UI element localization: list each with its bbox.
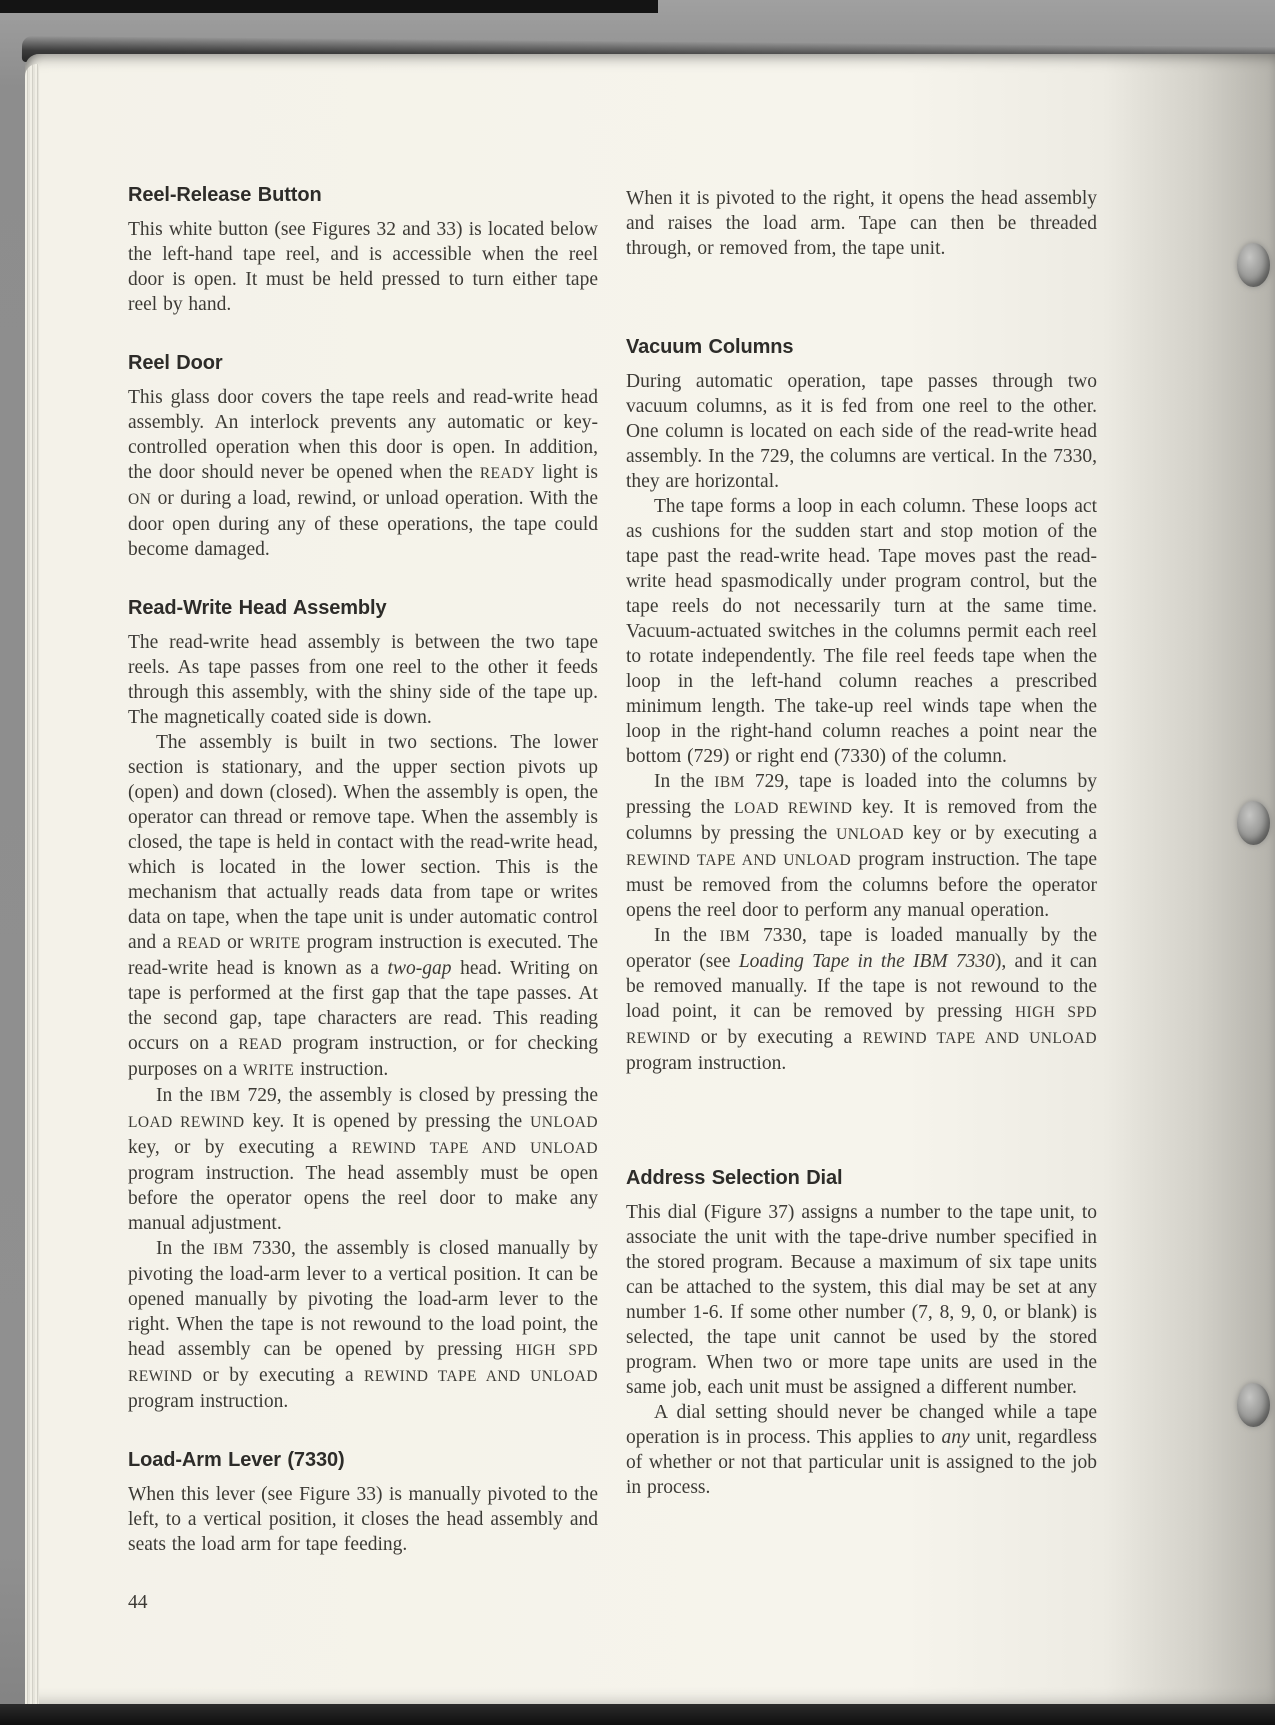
page-curl-shading	[1105, 54, 1275, 1704]
paragraph: When it is pivoted to the right, it opens the head assembly and raises the load arm. Tape can then be threaded through, or removed from, the tape unit.	[626, 188, 1097, 259]
paragraph: In the IBM 729, the assembly is closed by pressing the LOAD REWIND key. It is opened by pressing the UNLOAD key, or by executing a REWIND TAPE AND UNLOAD program instruction. The head assembly must be open before the operator opens the reel door to make any manual adjustment.	[128, 1085, 598, 1234]
left-text-column	[128, 183, 598, 1557]
small-caps-term: LOAD REWIND	[734, 800, 853, 817]
italic-term: any	[941, 1427, 970, 1448]
small-caps-term: WRITE	[249, 935, 301, 952]
small-caps-term: IBM	[719, 928, 751, 945]
paragraph: The assembly is built in two sections. The lower section is stationary, and the upper section pivots up (open) and down (closed). When the assembly is open, the operator can thread or remove tape. When the assembly is closed, the tape is held in contact with the read-write head, which is located in the lower section. This is the mechanism that actually reads data from tape or writes data on tape, when the tape unit is under automatic control and a READ or WRITE program instruction is executed. The read-write head is known as a two-gap head. Writing on tape is performed at the first gap that the tape passes. At the second gap, tape characters are read. This reading occurs on a READ program instruction, or for checking purposes on a WRITE instruction.	[128, 732, 598, 1080]
binder-hole-middle	[1237, 801, 1270, 845]
heading-vacuum-columns: Vacuum Columns	[626, 336, 794, 358]
small-caps-term: HIGH SPD REWIND	[626, 1004, 1097, 1047]
small-caps-term: IBM	[213, 1241, 244, 1258]
small-caps-term: UNLOAD	[530, 1114, 598, 1131]
paper-page	[25, 54, 1275, 1704]
heading-address-selection-dial: Address Selection Dial	[626, 1167, 843, 1189]
paragraph: During automatic operation, tape passes through two vacuum columns, as it is fed from one reel to the other. One column is located on each side of the read-write head assembly. In the 729, the columns are vertical. In the 7330, they are horizontal.	[626, 371, 1097, 492]
heading-load-arm-lever-7330: Load-Arm Lever (7330)	[128, 1449, 345, 1471]
paragraph: When this lever (see Figure 33) is manually pivoted to the left, to a vertical position, it closes the head assembly and seats the load arm for tape feeding.	[128, 1484, 598, 1555]
small-caps-term: REWIND TAPE AND UNLOAD	[862, 1030, 1097, 1047]
paragraph: In the IBM 7330, the assembly is closed manually by pivoting the load-arm lever to a vertical position. It can be opened manually by pivoting the load-arm lever to the right. When the tape is not rewound to the load point, the head assembly can be opened by pressing HIGH SPD REWIND or by executing a REWIND TAPE AND UNLOAD program instruction.	[128, 1238, 598, 1412]
binder-hole-bottom	[1237, 1383, 1270, 1427]
section-gap	[626, 261, 1097, 301]
section-gap	[626, 1076, 1097, 1132]
small-caps-term: READ	[238, 1036, 283, 1053]
paragraph: This white button (see Figures 32 and 33) is located below the left-hand tape reel, and is accessible when the reel door is open. It must be held pressed to turn either tape reel by hand.	[128, 219, 598, 315]
right-text-column	[626, 186, 1097, 1500]
small-caps-term: REWIND TAPE AND UNLOAD	[626, 852, 852, 869]
paragraph: The tape forms a loop in each column. These loops act as cushions for the sudden start and stop motion of the tape past the read-write head. Tape moves past the read-write head spasmodically under program control, but the tape reels do not necessarily turn at the same time. Vacuum-actuated switches in the columns permit each reel to rotate independently. The file reel feeds tape when the loop in the left-hand column reaches a prescribed minimum length. The take-up reel winds tape when the loop in the right-hand column reaches a point near the bottom (729) or right end (7330) of the column.	[626, 496, 1097, 767]
small-caps-term: REWIND TAPE AND UNLOAD	[363, 1368, 598, 1385]
small-caps-term: IBM	[210, 1088, 241, 1105]
small-caps-term: IBM	[714, 774, 745, 791]
heading-read-write-head-assembly: Read-Write Head Assembly	[128, 597, 387, 619]
paragraph: This dial (Figure 37) assigns a number to the tape unit, to associate the unit with the tape-drive number specified in the stored program. Because a maximum of six tape units can be attached to the system, this dial may be set at any number 1-6. If some other number (7, 8, 9, 0, or blank) is selected, the tape unit cannot be used by the stored program. When two or more tape units are used in the same job, each unit must be assigned a different number.	[626, 1202, 1097, 1398]
paragraph: This glass door covers the tape reels and read-write head assembly. An interlock prevents any automatic or key-controlled operation when this door is open. In addition, the door should never be opened when the READY light is ON or during a load, rewind, or unload operation. With the door open during any of these operations, the tape could become damaged.	[128, 387, 599, 560]
paragraph: The read-write head assembly is between the two tape reels. As tape passes from one reel to the other it feeds through this assembly, with the shiny side of the tape up. The magnetically coated side is down.	[128, 632, 598, 728]
italic-term: two-gap	[387, 958, 452, 979]
page-number: 44	[128, 1592, 148, 1613]
paragraph: A dial setting should never be changed while a tape operation is in process. This applies to any unit, regardless of whether or not that particular unit is assigned to the job in process.	[626, 1402, 1097, 1498]
small-caps-term: WRITE	[243, 1062, 295, 1079]
heading-reel-door: Reel Door	[128, 352, 223, 374]
page-stack-edge	[25, 64, 39, 1704]
binder-hole-top	[1237, 243, 1270, 287]
small-caps-term: LOAD REWIND	[128, 1114, 245, 1131]
paragraph: In the IBM 729, tape is loaded into the columns by pressing the LOAD REWIND key. It is removed from the columns by pressing the UNLOAD key or by executing a REWIND TAPE AND UNLOAD program instruction. The tape must be removed from the columns before the operator opens the reel door to perform any manual operation.	[626, 771, 1098, 921]
small-caps-term: UNLOAD	[836, 826, 904, 843]
scanner-bottom-strip	[0, 1704, 1275, 1725]
small-caps-term: REWIND TAPE AND UNLOAD	[351, 1140, 598, 1157]
small-caps-term: ON	[128, 491, 152, 508]
small-caps-term: HIGH SPD REWIND	[128, 1342, 598, 1385]
paragraph: In the IBM 7330, tape is loaded manually by the operator (see Loading Tape in the IBM 7330), and it can be removed manually. If the tape is not rewound to the load point, it can be removed by pressing HIGH SPD REWIND or by executing a REWIND TAPE AND UNLOAD program instruction.	[626, 925, 1097, 1074]
small-caps-term: READY	[479, 465, 536, 482]
scanner-edge-strip	[0, 0, 658, 13]
heading-reel-release-button: Reel-Release Button	[128, 184, 322, 206]
italic-term: Loading Tape in the IBM 7330	[738, 951, 995, 972]
small-caps-term: READ	[177, 935, 221, 952]
